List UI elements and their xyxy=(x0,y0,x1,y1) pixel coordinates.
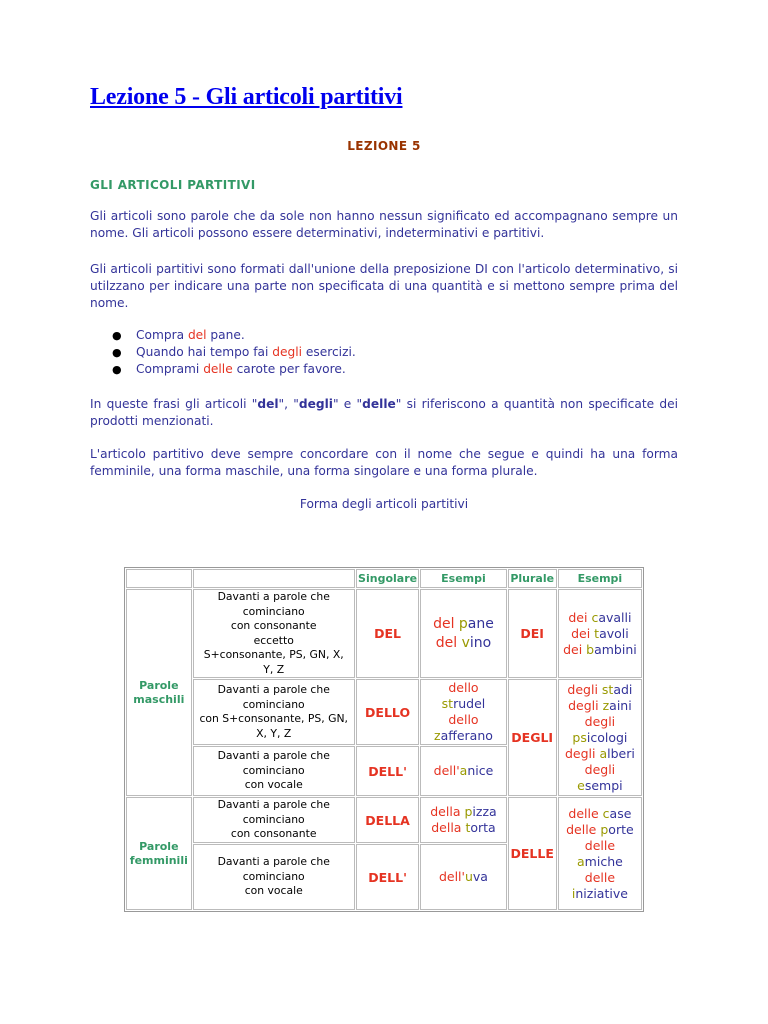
example-article: delle xyxy=(566,821,601,837)
example-initial: p xyxy=(600,821,609,837)
example-article: degli xyxy=(584,713,616,729)
example-word xyxy=(559,822,641,838)
example-article: dell' xyxy=(433,763,460,778)
example-article: delle xyxy=(584,837,616,853)
description-line: con consonante xyxy=(230,827,317,841)
example-article: dello xyxy=(448,680,479,695)
example-rest: ane xyxy=(467,615,494,632)
example-word xyxy=(421,712,505,728)
singular-examples xyxy=(420,679,506,745)
description-line: Davanti a parole che xyxy=(217,855,330,869)
plural-examples xyxy=(558,679,642,796)
example-rest: aini xyxy=(609,697,632,713)
header-plural: Plurale xyxy=(508,569,557,588)
article-highlight: delle xyxy=(203,362,233,376)
article-highlight: del xyxy=(187,328,207,342)
paragraph-agreement: L'articolo partitivo deve sempre concordare con il nome che segue e quindi ha una forma femminile, una forma maschile, una forma singolare e una forma plurale. xyxy=(90,447,678,478)
example-initial: i xyxy=(571,885,576,901)
example-initial: a xyxy=(577,853,585,869)
description-line: con vocale xyxy=(244,884,303,898)
example-word xyxy=(421,728,505,744)
page-title[interactable]: Lezione 5 - Gli articoli partitivi xyxy=(90,84,403,110)
example-word xyxy=(559,682,641,698)
row-description xyxy=(193,797,355,843)
example-article: degli xyxy=(564,745,600,761)
example-word xyxy=(421,804,505,820)
example-article: della xyxy=(430,804,465,819)
example-rest: rudel xyxy=(453,696,486,711)
example-initial: e xyxy=(577,777,585,793)
example-word xyxy=(421,763,505,779)
singular-examples xyxy=(420,746,506,796)
example-word xyxy=(559,610,641,626)
description-line: Y, Z xyxy=(263,662,285,676)
example-word xyxy=(559,886,641,902)
example-rest: orte xyxy=(608,821,634,837)
example-word xyxy=(559,854,641,870)
group-feminine: Parole femminili xyxy=(126,797,192,910)
description-line: Davanti a parole che xyxy=(217,798,330,812)
example-word xyxy=(559,838,641,854)
description-line: S+consonante, PS, GN, X, xyxy=(203,648,344,661)
table-row xyxy=(126,589,642,678)
list-item: ● Compra del pane. xyxy=(112,328,245,342)
example-initial: z xyxy=(602,697,610,713)
plural-examples xyxy=(558,797,642,910)
example-article: degli xyxy=(568,697,603,713)
example-list xyxy=(112,327,356,378)
example-article: dei xyxy=(571,625,595,641)
singular-form: DELLO xyxy=(356,679,420,745)
plural-form: DELLE xyxy=(508,797,557,910)
example-rest: lberi xyxy=(607,745,635,761)
example-word xyxy=(559,642,641,658)
section-title: GLI ARTICOLI PARTITIVI xyxy=(90,178,256,192)
example-word xyxy=(559,778,641,794)
example-initial: p xyxy=(464,804,473,819)
description-line: Davanti a parole che xyxy=(217,590,330,603)
example-initial: v xyxy=(461,634,470,651)
description-line: Davanti a parole che xyxy=(217,683,330,696)
description-line: eccetto xyxy=(253,633,294,647)
plural-form: DEI xyxy=(508,589,557,678)
example-initial: b xyxy=(586,641,595,657)
article-bold: delle xyxy=(362,397,396,411)
example-word xyxy=(559,730,641,746)
example-word xyxy=(559,698,641,714)
description-line: con vocale xyxy=(244,778,303,792)
paragraph-intro: Gli articoli sono parole che da sole non hanno nessun significato ed accompagnano sempre un nome. Gli articoli possono essere determinativi, indeterminativi e partitivi. xyxy=(90,209,678,240)
example-rest: ase xyxy=(609,805,632,821)
example-word xyxy=(421,820,505,836)
example-article: degli xyxy=(567,681,602,697)
description-line: cominciano xyxy=(242,812,305,826)
header-singular: Singolare xyxy=(356,569,420,588)
singular-form: DELL' xyxy=(356,844,420,910)
example-initial: u xyxy=(464,869,473,884)
paragraph-explanation: In queste frasi gli articoli "del", "degli" e "delle" si riferiscono a quantità non specificate dei prodotti menzionati. xyxy=(90,397,678,428)
example-article: del xyxy=(433,615,459,632)
list-item: ● Quando hai tempo fai degli esercizi. xyxy=(112,345,356,359)
example-rest: miche xyxy=(584,853,623,869)
example-article: dei xyxy=(568,609,592,625)
example-article: delle xyxy=(584,869,616,885)
example-rest: adi xyxy=(613,681,633,697)
description-line: cominciano xyxy=(242,763,305,777)
example-rest: icologi xyxy=(586,729,628,745)
example-word xyxy=(421,680,505,696)
plural-form: DEGLI xyxy=(508,679,557,796)
table-row xyxy=(126,797,642,843)
example-rest: avoli xyxy=(599,625,629,641)
description-line: cominciano xyxy=(242,604,305,618)
example-article: dello xyxy=(448,712,479,727)
article-highlight: degli xyxy=(272,345,303,359)
example-word xyxy=(421,869,505,885)
example-word xyxy=(421,615,505,634)
example-rest: nice xyxy=(467,763,494,778)
singular-form: DELL' xyxy=(356,746,420,796)
example-article: dei xyxy=(563,641,587,657)
description-line: Davanti a parole che xyxy=(217,749,330,763)
example-word xyxy=(559,870,641,886)
singular-form: DEL xyxy=(356,589,420,678)
bullet-icon: ● xyxy=(112,329,122,342)
example-word xyxy=(559,746,641,762)
paragraph-definition: Gli articoli partitivi sono formati dall'unione della preposizione DI con l'articolo determinativo, si utilzzano per indicare una parte non specificata di una quantità e si mettono sempre prima del nome. xyxy=(90,262,678,310)
example-rest: izza xyxy=(472,804,497,819)
example-rest: afferano xyxy=(440,728,493,743)
article-bold: del xyxy=(257,397,279,411)
singular-form: DELLA xyxy=(356,797,420,843)
table-caption: Forma degli articoli partitivi xyxy=(299,497,469,511)
header-empty xyxy=(126,569,192,588)
header-examples: Esempi xyxy=(558,569,642,588)
example-word xyxy=(559,806,641,822)
example-initial: a xyxy=(459,763,468,778)
example-rest: ambini xyxy=(594,641,637,657)
singular-examples xyxy=(420,797,506,843)
example-rest: orta xyxy=(470,820,496,835)
example-word xyxy=(559,762,641,778)
example-article: dell' xyxy=(438,869,465,884)
row-description xyxy=(193,679,355,745)
list-item: ● Comprami delle carote per favore. xyxy=(112,362,346,376)
description-line: con consonante xyxy=(230,619,317,632)
row-description xyxy=(193,844,355,910)
description-line: cominciano xyxy=(242,697,305,711)
example-rest: avalli xyxy=(598,609,632,625)
example-article: della xyxy=(431,820,466,835)
table-header-row xyxy=(126,569,642,588)
example-rest: va xyxy=(472,869,488,884)
example-initial: c xyxy=(591,609,599,625)
header-empty xyxy=(193,569,355,588)
example-word xyxy=(559,626,641,642)
description-line: X, Y, Z xyxy=(256,726,292,740)
example-initial: p xyxy=(458,615,468,632)
example-rest: ino xyxy=(469,634,492,651)
example-word xyxy=(421,634,505,653)
description-line: cominciano xyxy=(242,869,305,883)
article-bold: degli xyxy=(298,397,333,411)
example-initial: t xyxy=(465,820,471,835)
bullet-icon: ● xyxy=(112,363,122,376)
lesson-label: LEZIONE 5 xyxy=(347,139,421,153)
example-initial: ps xyxy=(572,729,587,745)
example-initial: t xyxy=(594,625,600,641)
example-initial: c xyxy=(602,805,610,821)
description-line: con S+consonante, PS, GN, xyxy=(199,712,348,725)
example-article: degli xyxy=(584,761,616,777)
example-article: del xyxy=(435,634,462,651)
plural-examples xyxy=(558,589,642,678)
table-row xyxy=(126,679,642,745)
example-initial: z xyxy=(434,728,441,743)
example-article: delle xyxy=(568,805,603,821)
example-word xyxy=(421,696,505,712)
example-initial: st xyxy=(441,696,454,711)
bullet-icon: ● xyxy=(112,346,122,359)
example-word xyxy=(559,714,641,730)
group-masculine: Parole maschili xyxy=(126,589,192,796)
singular-examples xyxy=(420,844,506,910)
row-description xyxy=(193,746,355,796)
example-initial: st xyxy=(601,681,614,697)
header-examples: Esempi xyxy=(420,569,506,588)
partitive-articles-table xyxy=(124,567,644,912)
singular-examples xyxy=(420,589,506,678)
example-initial: a xyxy=(599,745,608,761)
example-rest: niziative xyxy=(575,885,628,901)
row-description xyxy=(193,589,355,678)
example-rest: sempi xyxy=(584,777,623,793)
